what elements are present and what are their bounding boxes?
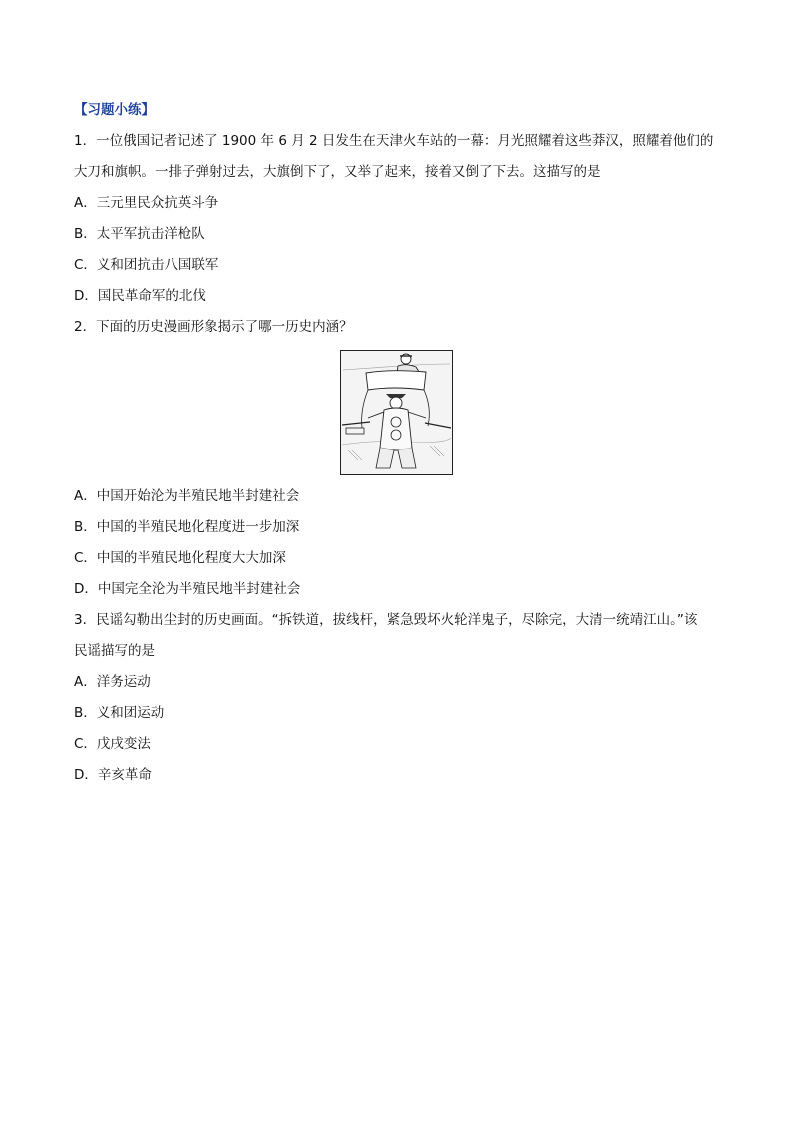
- section-title: 【习题小练】: [74, 102, 155, 118]
- question-2-option-b[interactable]: B．中国的半殖民地化程度进一步加深: [74, 519, 300, 535]
- question-2-option-c[interactable]: C．中国的半殖民地化程度大大加深: [74, 550, 286, 566]
- question-1-option-d[interactable]: D．国民革命军的北伐: [74, 288, 206, 304]
- question-3-stem-line-2: 民谣描写的是: [74, 643, 155, 659]
- question-1-option-b[interactable]: B．太平军抗击洋枪队: [74, 226, 205, 242]
- question-1-stem-line-2: 大刀和旗帜。一排子弹射过去，大旗倒下了，又举了起来，接着又倒了下去。这描写的是: [74, 164, 601, 180]
- question-3-stem-line-1: 3．民谣勾勒出尘封的历史画面。“拆铁道，拔线杆，紧急毁坏火轮洋鬼子，尽除完，大清一统靖江山。”该: [74, 612, 698, 628]
- cartoon-figure-area: [74, 343, 724, 481]
- question-1-option-a[interactable]: A．三元里民众抗英斗争: [74, 195, 219, 211]
- question-1-option-c[interactable]: C．义和团抗击八国联军: [74, 257, 219, 273]
- question-2: [74, 312, 724, 605]
- question-1-stem-line-1: 1．一位俄国记者记述了 1900 年 6 月 2 日发生在天津火车站的一幕：月光照耀着这些莽汉，照耀着他们的: [74, 133, 714, 149]
- question-2-option-d[interactable]: D．中国完全沦为半殖民地半封建社会: [74, 581, 301, 597]
- question-2-stem-line-1: 2．下面的历史漫画形象揭示了哪一历史内涵？: [74, 319, 353, 335]
- question-2-option-a[interactable]: A．中国开始沦为半殖民地半封建社会: [74, 488, 300, 504]
- question-3: [74, 605, 724, 791]
- historical-cartoon-image: [340, 350, 453, 475]
- question-3-option-a[interactable]: A．洋务运动: [74, 674, 151, 690]
- question-3-option-b[interactable]: B．义和团运动: [74, 705, 165, 721]
- question-1: [74, 126, 724, 312]
- question-3-option-d[interactable]: D．辛亥革命: [74, 767, 152, 783]
- document-page: [74, 95, 724, 791]
- question-3-option-c[interactable]: C．戊戌变法: [74, 736, 151, 752]
